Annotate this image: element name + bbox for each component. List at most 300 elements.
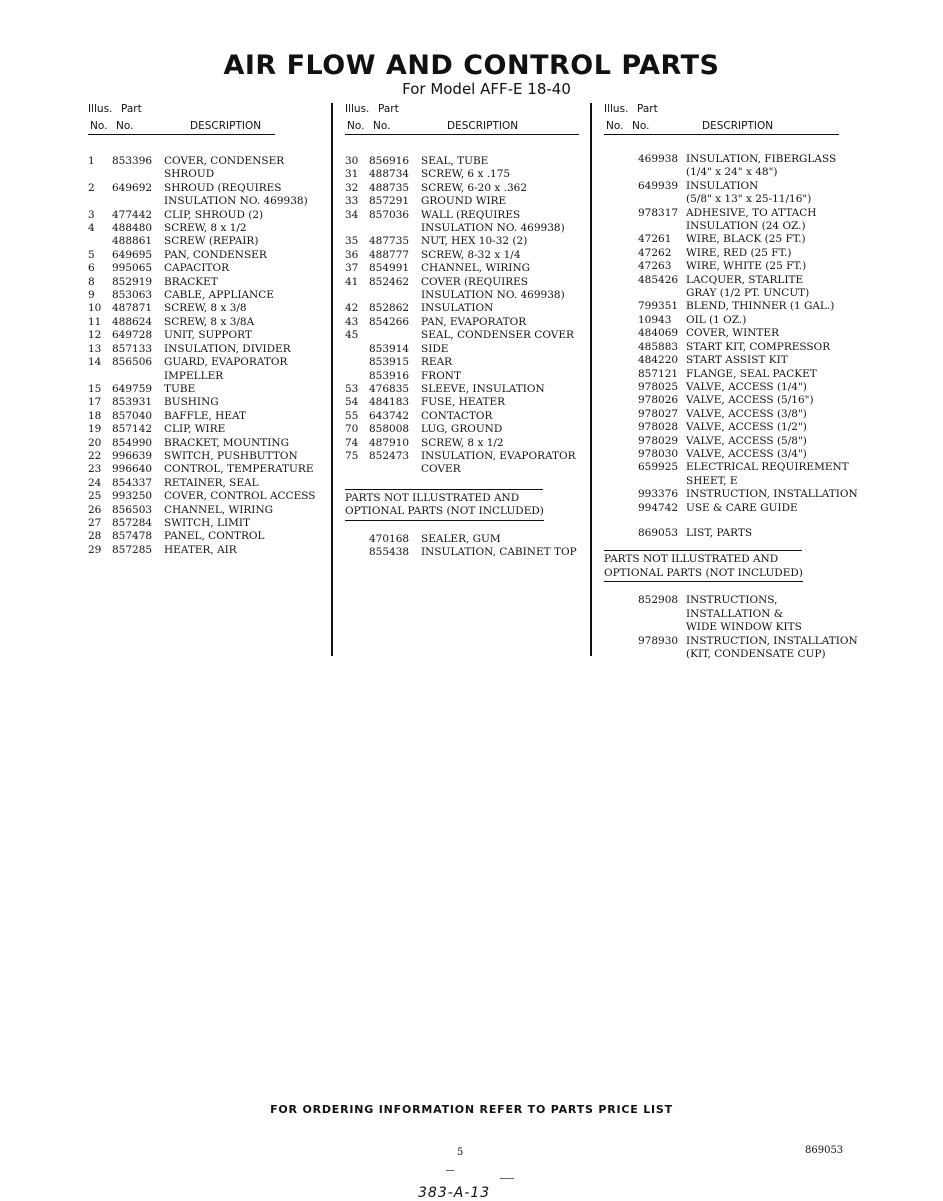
part-number: 659925: [638, 461, 679, 474]
list-item: [88, 490, 328, 503]
part-description: (1/4" x 24" x 48"): [686, 166, 778, 179]
illus-number: [604, 502, 638, 515]
illus-number: [604, 608, 638, 621]
part-description: REAR: [421, 356, 453, 369]
part-description: SCREW, 8-32 x 1/4: [421, 248, 521, 261]
part-number: 857133: [112, 342, 153, 355]
part-description: CAPACITOR: [164, 262, 229, 275]
list-item: [88, 316, 328, 329]
part-number: 643742: [369, 409, 410, 422]
list-item: [345, 343, 585, 356]
illus-number: 28: [88, 530, 102, 543]
column-header: [88, 102, 275, 135]
page-number: 5: [457, 1147, 464, 1158]
part-number: 488624: [112, 315, 153, 328]
note-line-1: PARTS NOT ILLUSTRATED AND: [604, 550, 802, 567]
part-number: 853915: [369, 356, 410, 369]
part-number: 852919: [112, 275, 153, 288]
part-description: LIST, PARTS: [686, 526, 753, 539]
part-description: INSULATION, EVAPORATOR: [421, 449, 576, 462]
part-number: 857478: [112, 530, 153, 543]
list-item: [88, 396, 328, 409]
header-description: DESCRIPTION: [702, 120, 774, 132]
part-description: VALVE, ACCESS (1/4"): [686, 380, 807, 393]
illus-number: [604, 368, 638, 381]
list-item: [604, 368, 859, 381]
illus-number: [88, 168, 112, 181]
illus-number: 70: [345, 423, 359, 436]
part-number: 857291: [369, 195, 410, 208]
part-number: 978029: [638, 434, 679, 447]
part-number: 852462: [369, 275, 410, 288]
part-description: INSTRUCTIONS,: [686, 594, 778, 607]
column-divider-1: [331, 103, 333, 656]
part-description: CHANNEL, WIRING: [421, 262, 531, 275]
part-description: INSULATION NO. 469938): [421, 289, 565, 302]
list-item: [604, 193, 859, 206]
handwritten-reference: 383-A-13: [418, 1185, 491, 1201]
illus-number: [604, 354, 638, 367]
header-illus-no: No.: [347, 120, 365, 132]
list-item: [604, 260, 859, 273]
illus-number: [604, 408, 638, 421]
part-description: INSTRUCTION, INSTALLATION: [686, 488, 858, 501]
part-description: CONTROL, TEMPERATURE: [164, 463, 314, 476]
header-part-no: No.: [632, 120, 650, 132]
part-description: TUBE: [164, 382, 196, 395]
header-part-no: No.: [116, 120, 134, 132]
parts-list-2: [345, 155, 585, 477]
illus-number: 3: [88, 208, 95, 221]
illus-number: 29: [88, 543, 102, 556]
note-line-2: OPTIONAL PARTS (NOT INCLUDED): [345, 505, 544, 521]
illus-number: 17: [88, 396, 102, 409]
part-number: 856503: [112, 503, 153, 516]
part-number: 649695: [112, 248, 153, 261]
illus-number: [345, 370, 369, 383]
part-description: INSULATION: [421, 302, 494, 315]
part-description: INSTRUCTION, INSTALLATION: [686, 634, 858, 647]
illus-number: 31: [345, 168, 359, 181]
part-number: 854266: [369, 315, 410, 328]
illus-number: [345, 222, 369, 235]
list-item: [604, 207, 859, 220]
illus-number: 75: [345, 449, 359, 462]
illus-number: [88, 235, 112, 248]
part-number: 649692: [112, 181, 153, 194]
list-item: [604, 421, 859, 434]
part-number: 978930: [638, 634, 679, 647]
part-number: 978030: [638, 447, 679, 460]
document-number: 869053: [805, 1145, 844, 1156]
header-part-no: No.: [373, 120, 391, 132]
list-item: [88, 343, 328, 356]
illus-number: 45: [345, 329, 359, 342]
list-item: [88, 168, 328, 181]
part-number: 854337: [112, 476, 153, 489]
list-item: [88, 410, 328, 423]
part-number: 996639: [112, 449, 153, 462]
list-item: [604, 635, 859, 648]
illus-number: [604, 314, 638, 327]
part-number: 978027: [638, 407, 679, 420]
part-description: INSULATION, DIVIDER: [164, 342, 291, 355]
part-description: SCREW, 8 x 3/8: [164, 302, 247, 315]
illus-number: [604, 166, 638, 179]
part-description: VALVE, ACCESS (1/2"): [686, 421, 807, 434]
part-description: COVER: [421, 463, 461, 476]
part-description: INSULATION, CABINET TOP: [421, 546, 577, 559]
illus-number: [604, 635, 638, 648]
part-number: 487735: [369, 235, 410, 248]
part-description: INSULATION (24 OZ.): [686, 220, 806, 233]
list-item: [88, 437, 328, 450]
illus-number: 53: [345, 382, 359, 395]
part-description: WIDE WINDOW KITS: [686, 621, 802, 634]
part-description: VALVE, ACCESS (5/16"): [686, 394, 814, 407]
part-description: INSULATION NO. 469938): [421, 222, 565, 235]
part-description: OIL (1 OZ.): [686, 313, 747, 326]
part-description: UNIT, SUPPORT: [164, 329, 252, 342]
illus-number: 26: [88, 503, 102, 516]
part-number: 856506: [112, 356, 153, 369]
part-number: 853916: [369, 369, 410, 382]
illus-number: 15: [88, 382, 102, 395]
header-part: Part: [121, 103, 142, 115]
part-description: GRAY (1/2 PT. UNCUT): [686, 287, 810, 300]
illus-number: 41: [345, 275, 359, 288]
part-number: 853063: [112, 289, 153, 302]
illus-number: 13: [88, 342, 102, 355]
part-description: SEAL, CONDENSER COVER: [421, 329, 574, 342]
list-item: [88, 302, 328, 315]
illus-number: 19: [88, 423, 102, 436]
header-description: DESCRIPTION: [447, 120, 519, 132]
part-description: PAN, CONDENSER: [164, 248, 267, 261]
part-description: SHROUD (REQUIRES: [164, 181, 282, 194]
part-number: 47262: [638, 246, 672, 259]
list-item: [345, 383, 585, 396]
part-description: CONTACTOR: [421, 409, 493, 422]
list-item: [88, 195, 328, 208]
list-item: [604, 475, 859, 488]
illus-number: [604, 180, 638, 193]
part-description: SHROUD: [164, 168, 215, 181]
list-item: [88, 222, 328, 235]
illus-number: [604, 220, 638, 233]
illus-number: 10: [88, 302, 102, 315]
part-description: COVER, WINTER: [686, 327, 779, 340]
illus-number: [604, 233, 638, 246]
illus-number: 4: [88, 222, 95, 235]
list-item: [604, 502, 859, 515]
illus-number: 11: [88, 315, 102, 328]
part-description: BRACKET, MOUNTING: [164, 436, 290, 449]
illus-number: 12: [88, 329, 102, 342]
part-number: [112, 195, 164, 208]
illus-number: [604, 327, 638, 340]
list-item: [88, 276, 328, 289]
list-item: [345, 276, 585, 289]
list-item: [88, 544, 328, 557]
part-description: IMPELLER: [164, 369, 224, 382]
part-description: SEAL, TUBE: [421, 155, 489, 167]
list-item: [604, 314, 859, 327]
part-description: SIDE: [421, 342, 449, 355]
list-item: [604, 300, 859, 313]
part-number: 995065: [112, 262, 153, 275]
part-number: [638, 220, 686, 233]
part-description: SLEEVE, INSULATION: [421, 382, 545, 395]
part-number: 47261: [638, 233, 672, 246]
part-description: NUT, HEX 10-32 (2): [421, 235, 528, 248]
parts-column-2: [345, 102, 585, 560]
part-number: 47263: [638, 260, 672, 273]
parts-list-3: [604, 153, 859, 515]
list-item: [345, 289, 585, 302]
part-number: 10943: [638, 313, 672, 326]
part-description: SWITCH, PUSHBUTTON: [164, 449, 298, 462]
part-number: 857121: [638, 367, 679, 380]
part-number: 994742: [638, 501, 679, 514]
illus-number: 22: [88, 449, 102, 462]
parts-column-1: [88, 102, 328, 557]
illus-number: 54: [345, 396, 359, 409]
illus-number: 18: [88, 409, 102, 422]
header-illus-no: No.: [90, 120, 108, 132]
illus-number: 2: [88, 181, 95, 194]
illus-number: [604, 153, 638, 166]
part-description: PAN, EVAPORATOR: [421, 315, 527, 328]
list-item: [345, 195, 585, 208]
illus-number: [604, 448, 638, 461]
list-item: [604, 621, 859, 634]
part-number: 852862: [369, 302, 410, 315]
part-description: BRACKET: [164, 275, 218, 288]
list-item: [604, 594, 859, 607]
list-item: [604, 461, 859, 474]
list-item: [604, 435, 859, 448]
header-illus: Illus.: [88, 103, 113, 115]
list-item: [345, 262, 585, 275]
list-item: [88, 182, 328, 195]
part-number: 996640: [112, 463, 153, 476]
list-item: [345, 370, 585, 383]
list-item: [88, 155, 328, 168]
illus-number: 9: [88, 289, 95, 302]
part-number: [638, 166, 686, 179]
part-number: 854990: [112, 436, 153, 449]
part-number: [638, 648, 686, 661]
part-number: 485883: [638, 340, 679, 353]
list-item: [88, 289, 328, 302]
header-illus: Illus.: [345, 103, 370, 115]
list-item: [88, 504, 328, 517]
part-number: [638, 608, 686, 621]
list-item: [345, 329, 585, 342]
part-description: COVER, CONTROL ACCESS: [164, 490, 316, 503]
not-illustrated-note: [604, 550, 859, 582]
illus-number: [345, 533, 369, 546]
list-item: [604, 488, 859, 501]
decorative-dash: [500, 1178, 514, 1179]
illus-number: 24: [88, 476, 102, 489]
illus-number: [345, 546, 369, 559]
part-description: SHEET, E: [686, 474, 738, 487]
part-description: SEALER, GUM: [421, 532, 501, 545]
part-number: 993376: [638, 488, 679, 501]
illus-number: 14: [88, 356, 102, 369]
not-illustrated-note: [345, 489, 585, 521]
list-item: [88, 249, 328, 262]
part-description: SCREW, 6 x .175: [421, 168, 511, 181]
part-number: 488861: [112, 235, 153, 248]
part-number: 855438: [369, 546, 410, 559]
illus-number: 6: [88, 262, 95, 275]
part-number: 857036: [369, 208, 410, 221]
part-description: USE & CARE GUIDE: [686, 501, 798, 514]
part-number: 485426: [638, 273, 679, 286]
list-item: [604, 381, 859, 394]
part-number: [638, 621, 686, 634]
illus-number: [345, 289, 369, 302]
list-item: [345, 182, 585, 195]
part-number: 469938: [638, 153, 679, 165]
part-number: 853396: [112, 155, 153, 167]
illus-number: 55: [345, 409, 359, 422]
list-item: [88, 235, 328, 248]
part-number: [638, 287, 686, 300]
header-illus-no: No.: [606, 120, 624, 132]
part-number: [638, 193, 686, 206]
list-item: [345, 209, 585, 222]
header-illus: Illus.: [604, 103, 629, 115]
list-item: [345, 168, 585, 181]
list-item: [604, 341, 859, 354]
illus-number: [604, 260, 638, 273]
part-number: 488480: [112, 222, 153, 235]
optional-parts-list-3: [604, 594, 859, 661]
list-item: [604, 233, 859, 246]
part-description: LACQUER, STARLITE: [686, 273, 804, 286]
header-part: Part: [637, 103, 658, 115]
decorative-dash: [446, 1170, 454, 1171]
part-description: WALL (REQUIRES: [421, 208, 521, 221]
part-number: 649728: [112, 329, 153, 342]
illus-number: [604, 461, 638, 474]
part-number: 854991: [369, 262, 410, 275]
illus-number: 5: [88, 248, 95, 261]
illus-number: [604, 594, 638, 607]
list-item: [345, 249, 585, 262]
list-item: [604, 448, 859, 461]
illus-number: [604, 475, 638, 488]
part-description: SCREW, 8 x 1/2: [421, 436, 504, 449]
list-item: [88, 356, 328, 369]
illus-number: 43: [345, 315, 359, 328]
illus-number: 36: [345, 248, 359, 261]
part-description: VALVE, ACCESS (5/8"): [686, 434, 807, 447]
part-description: FUSE, HEATER: [421, 396, 506, 409]
illus-number: [604, 300, 638, 313]
list-item: [345, 546, 585, 559]
illus-number: [345, 356, 369, 369]
part-description: BUSHING: [164, 396, 219, 409]
list-item: [345, 222, 585, 235]
illus-number: 20: [88, 436, 102, 449]
part-number: [638, 475, 686, 488]
part-description: FRONT: [421, 369, 461, 382]
part-description: (KIT, CONDENSATE CUP): [686, 648, 826, 660]
model-subtitle: For Model AFF-E 18-40: [402, 80, 571, 98]
illus-number: [345, 343, 369, 356]
part-description: FLANGE, SEAL PACKET: [686, 367, 817, 380]
optional-parts-list-2: [345, 533, 585, 560]
illus-number: 33: [345, 195, 359, 208]
list-item: [345, 155, 585, 168]
part-number: 857285: [112, 543, 153, 556]
part-description: CABLE, APPLIANCE: [164, 289, 274, 302]
part-description: WIRE, RED (25 FT.): [686, 246, 792, 259]
illus-number: [604, 435, 638, 448]
list-item: [88, 517, 328, 530]
part-number: 993250: [112, 490, 153, 503]
part-number: 484069: [638, 327, 679, 340]
list-item: [604, 274, 859, 287]
part-number: 869053: [638, 526, 679, 539]
part-number: 470168: [369, 532, 410, 545]
list-item: [604, 220, 859, 233]
list-item: [604, 153, 859, 166]
note-line-2: OPTIONAL PARTS (NOT INCLUDED): [604, 567, 803, 583]
ordering-info: FOR ORDERING INFORMATION REFER TO PARTS PRICE LIST: [270, 1103, 673, 1116]
illus-number: [604, 621, 638, 634]
illus-number: [604, 207, 638, 220]
illus-number: [604, 381, 638, 394]
part-number: 978028: [638, 421, 679, 434]
list-item: [604, 408, 859, 421]
part-description: GROUND WIRE: [421, 195, 507, 208]
illus-number: [604, 287, 638, 300]
list-item: [604, 354, 859, 367]
illus-number: [604, 193, 638, 206]
illus-number: 1: [88, 155, 95, 167]
part-description: CHANNEL, WIRING: [164, 503, 274, 516]
part-description: BAFFLE, HEAT: [164, 409, 247, 422]
illus-number: 30: [345, 155, 359, 167]
part-number: 853914: [369, 342, 410, 355]
part-description: CLIP, SHROUD (2): [164, 208, 264, 221]
list-item: [88, 423, 328, 436]
part-number: [112, 168, 164, 181]
part-description: GUARD, EVAPORATOR: [164, 356, 288, 369]
list-item: [604, 247, 859, 260]
list-item: [345, 356, 585, 369]
list-item: [88, 209, 328, 222]
part-number: 649759: [112, 382, 153, 395]
part-number: 487871: [112, 302, 153, 315]
list-item: [88, 477, 328, 490]
part-number: [112, 370, 164, 383]
illus-number: [88, 195, 112, 208]
list-item: [88, 329, 328, 342]
parts-column-3: [604, 102, 859, 661]
part-number: 488777: [369, 248, 410, 261]
part-description: INSTALLATION &: [686, 607, 784, 620]
part-number: 858008: [369, 423, 410, 436]
illus-number: 74: [345, 436, 359, 449]
header-description: DESCRIPTION: [190, 120, 262, 132]
